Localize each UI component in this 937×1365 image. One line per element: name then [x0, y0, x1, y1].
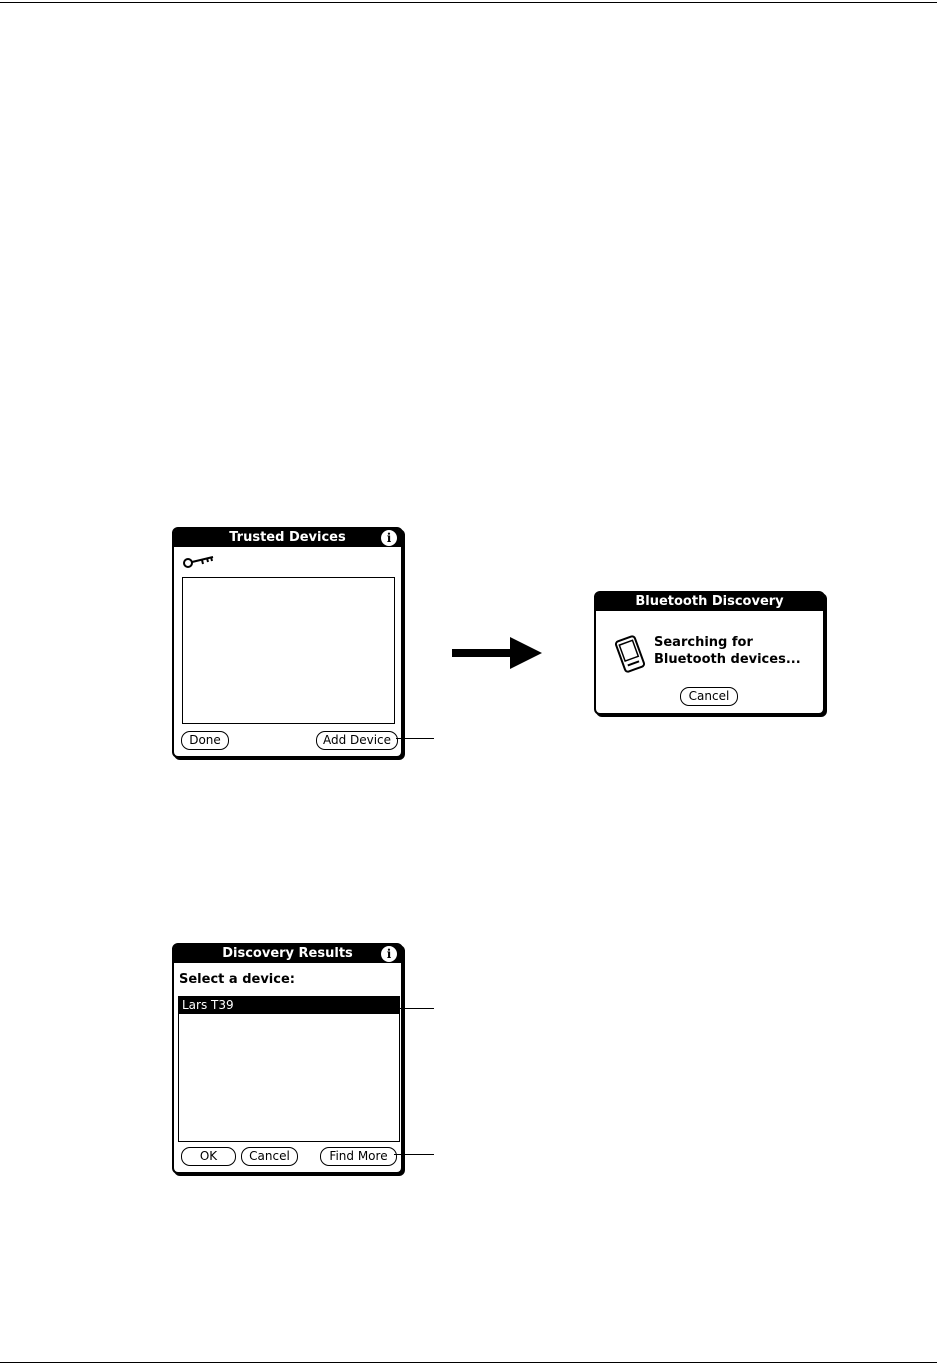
cancel-button[interactable]: Cancel [241, 1147, 298, 1166]
top-rule [0, 2, 937, 3]
discovery-results-title: Discovery Results [222, 946, 353, 961]
trusted-devices-title: Trusted Devices [229, 530, 346, 545]
find-more-callout-line [394, 1154, 434, 1155]
info-icon[interactable]: i [381, 530, 397, 546]
device-name: Lars T39 [182, 998, 234, 1012]
cancel-button[interactable]: Cancel [680, 687, 738, 706]
add-device-callout-line [396, 738, 434, 739]
trusted-devices-dialog [172, 527, 403, 758]
handheld-device-icon [614, 635, 646, 673]
ok-button[interactable]: OK [181, 1147, 236, 1166]
add-device-button[interactable]: Add Device [316, 731, 398, 750]
list-item[interactable] [179, 997, 399, 1014]
searching-message-line2: Bluetooth devices... [654, 652, 801, 667]
device-list[interactable] [178, 996, 400, 1142]
searching-message [654, 634, 801, 668]
searching-message-line1: Searching for [654, 635, 753, 650]
bluetooth-discovery-dialog [594, 591, 825, 715]
bluetooth-discovery-title: Bluetooth Discovery [635, 594, 784, 609]
find-more-button[interactable]: Find More [320, 1147, 397, 1166]
right-arrow-icon [452, 635, 544, 671]
trusted-devices-title-bar [174, 529, 401, 547]
bluetooth-discovery-title-bar [596, 593, 823, 611]
bottom-rule [0, 1362, 937, 1363]
device-list-callout-line [398, 1008, 434, 1009]
trusted-devices-list[interactable] [182, 577, 395, 724]
discovery-results-title-bar [174, 945, 401, 963]
select-device-prompt: Select a device: [179, 972, 295, 987]
discovery-results-dialog [172, 943, 403, 1174]
info-icon[interactable]: i [381, 946, 397, 962]
key-icon [182, 553, 216, 569]
done-button[interactable]: Done [181, 731, 229, 750]
